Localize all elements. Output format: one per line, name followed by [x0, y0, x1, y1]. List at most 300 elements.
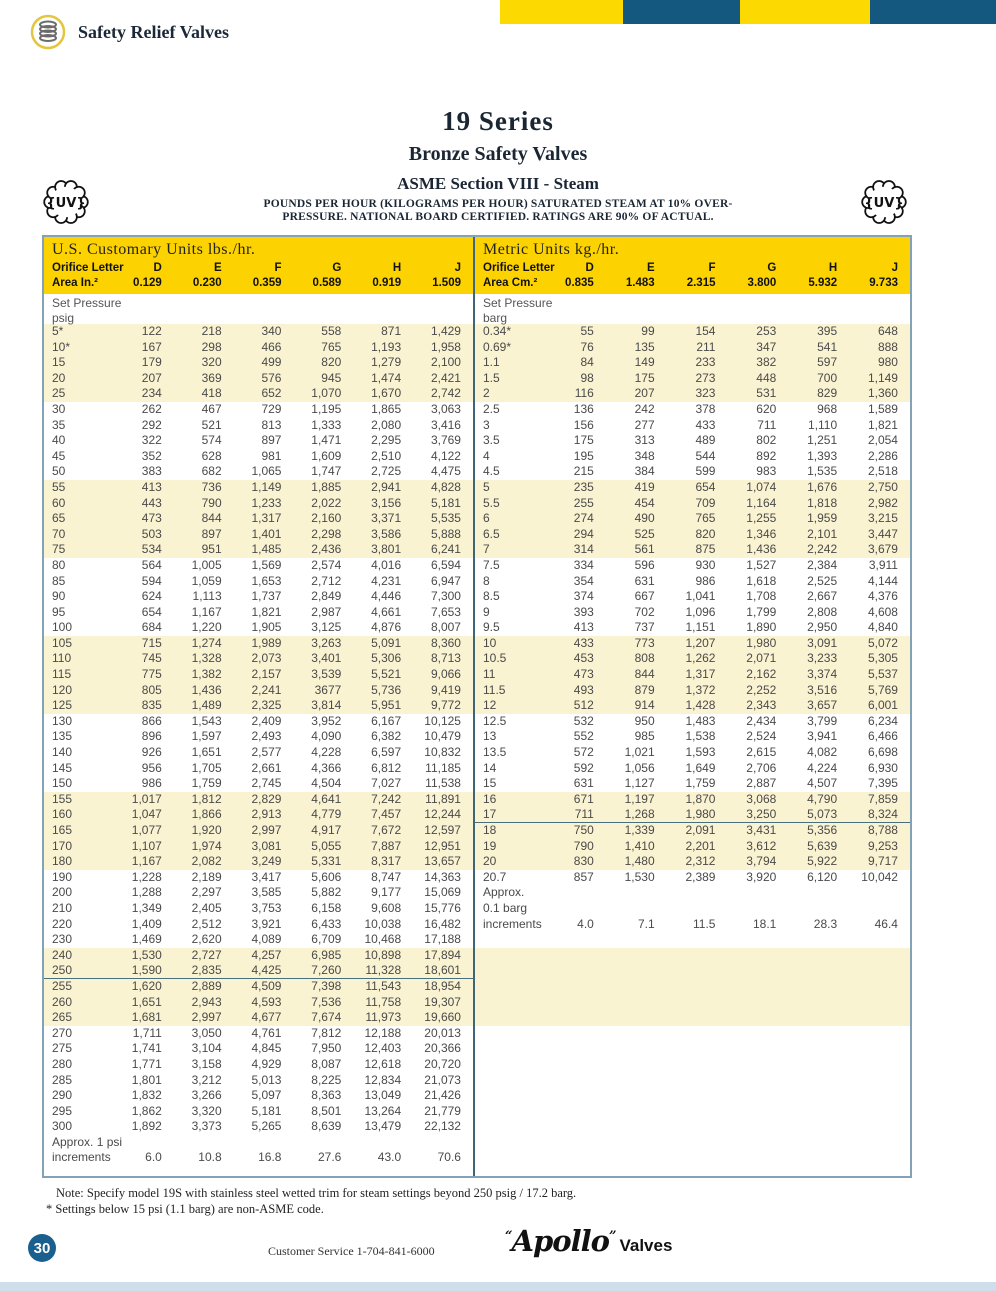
capacity-value: 3,799: [807, 713, 838, 728]
capacity-value: 892: [756, 448, 777, 463]
uv-stamp-icon: [42, 178, 90, 226]
capacity-value: 3,158: [191, 1056, 222, 1071]
capacity-value: 3,320: [191, 1103, 222, 1118]
pressure-label: 190: [52, 869, 73, 884]
capacity-value: 1,569: [251, 557, 282, 572]
orifice-letter-label: Orifice Letter: [483, 262, 555, 274]
pressure-label: 3.5: [483, 433, 500, 448]
pressure-label: 145: [52, 760, 73, 775]
us-table-body: [44, 324, 473, 1166]
capacity-value: 2,325: [251, 698, 282, 713]
capacity-value: [545, 1057, 606, 1073]
pressure-label: 0.1 barg: [483, 900, 528, 915]
pressure-label: 95: [52, 604, 66, 619]
capacity-value: 11,185: [425, 760, 461, 775]
capacity-value: 3,585: [251, 885, 282, 900]
capacity-value: 11,538: [425, 776, 461, 791]
capacity-value: [545, 901, 606, 917]
pressure-label: 90: [52, 589, 66, 604]
capacity-value: 2,022: [311, 495, 342, 510]
capacity-value: 5,181: [251, 1103, 282, 1118]
table-row: [44, 745, 473, 761]
pressure-label: 125: [52, 698, 73, 713]
pressure-label: 25: [52, 386, 66, 401]
capacity-value: 211: [696, 339, 716, 354]
capacity-value: [667, 1088, 728, 1104]
table-row: [44, 371, 473, 387]
pressure-label: 8: [483, 573, 490, 588]
capacity-value: 294: [573, 526, 594, 541]
capacity-value: 1,127: [624, 776, 655, 791]
capacity-value: 1,905: [251, 620, 282, 635]
table-row: [44, 402, 473, 418]
capacity-value: 4,425: [251, 963, 282, 978]
capacity-value: 684: [141, 620, 162, 635]
pressure-label: 40: [52, 433, 66, 448]
capacity-value: 700: [817, 370, 838, 385]
capacity-value: [849, 1057, 910, 1073]
capacity-value: [667, 995, 728, 1011]
capacity-value: 564: [141, 557, 162, 572]
table-row: [475, 667, 910, 683]
table-row: [44, 667, 473, 683]
orifice-letter: E: [213, 262, 222, 274]
capacity-value: 11,758: [365, 994, 402, 1009]
capacity-value: 21,073: [424, 1072, 461, 1087]
capacity-value: 2,073: [251, 651, 282, 666]
capacity-value: 277: [634, 417, 655, 432]
capacity-value: 1,609: [311, 448, 342, 463]
capacity-value: [293, 1135, 353, 1151]
capacity-value: 2,941: [371, 479, 402, 494]
capacity-value: 4,779: [311, 807, 342, 822]
capacity-value: 1,821: [867, 417, 898, 432]
capacity-value: 1,527: [746, 557, 777, 572]
capacity-value: 2,384: [807, 557, 838, 572]
table-row: [475, 355, 910, 371]
capacity-value: [545, 885, 606, 901]
table-row: [44, 995, 473, 1011]
capacity-value: 844: [201, 511, 222, 526]
capacity-value: 4,661: [371, 604, 402, 619]
capacity-value: [667, 1150, 728, 1166]
pressure-label: 295: [52, 1103, 73, 1118]
capacity-value: 3,814: [311, 698, 342, 713]
table-row: [44, 1073, 473, 1089]
capacity-value: [849, 1088, 910, 1104]
capacity-value: 2,091: [685, 823, 716, 837]
capacity-value: 167: [141, 339, 162, 354]
capacity-value: 218: [201, 324, 222, 338]
capacity-value: 711: [757, 417, 777, 432]
capacity-value: 9,772: [430, 698, 461, 713]
capacity-value: 875: [695, 542, 716, 557]
capacity-value: 99: [641, 324, 655, 338]
table-row: [475, 1104, 910, 1120]
capacity-value: 1,759: [685, 776, 716, 791]
capacity-value: 466: [261, 339, 282, 354]
capacity-value: 10,898: [364, 947, 402, 962]
footnote-model-19s: Note: Specify model 19S with stainless steel wetted trim for steam settings beyond 250 psig / 17.2 barg.: [56, 1186, 577, 1200]
capacity-value: 2,512: [191, 916, 222, 931]
pressure-label: 150: [52, 776, 73, 791]
capacity-value: 1,017: [131, 791, 162, 806]
capacity-value: 813: [261, 417, 282, 432]
orifice-letter: G: [332, 262, 342, 274]
capacity-value: 6,234: [867, 713, 898, 728]
capacity-value: 6,698: [867, 745, 898, 760]
capacity-value: 6,812: [371, 760, 402, 775]
pressure-label: 105: [52, 635, 73, 650]
capacity-value: [788, 979, 849, 995]
capacity-value: 4,790: [807, 791, 838, 806]
capacity-value: 2,887: [746, 776, 777, 791]
capacity-value: 1,597: [191, 729, 222, 744]
capacity-value: 3,401: [311, 651, 342, 666]
capacity-value: [849, 1150, 910, 1166]
capacity-value: [849, 995, 910, 1011]
orifice-area: 0.919: [372, 277, 402, 289]
capacity-value: 2,312: [685, 854, 716, 869]
pressure-label: 10*: [52, 339, 71, 354]
capacity-value: 12,951: [424, 838, 461, 853]
pressure-label: 220: [52, 916, 73, 931]
table-row: [44, 620, 473, 636]
orifice-area-label: Area In.²: [52, 277, 99, 289]
capacity-value: 2,189: [191, 869, 222, 884]
pressure-label: Approx.: [483, 885, 525, 900]
capacity-value: 2,987: [311, 604, 342, 619]
svg-text:{UV}: {UV}: [864, 195, 904, 211]
pressure-label: 155: [52, 791, 73, 806]
capacity-value: 7,260: [311, 963, 342, 978]
pressure-label: Approx. 1 psi: [52, 1134, 123, 1149]
capacity-value: 2,849: [311, 589, 342, 604]
orifice-letter: H: [828, 262, 838, 274]
orifice-area: 0.835: [565, 277, 594, 289]
capacity-value: 8,639: [311, 1119, 342, 1134]
capacity-value: 8,225: [311, 1072, 342, 1087]
capacity-value: 3,263: [311, 635, 342, 650]
capacity-value: [667, 1073, 728, 1089]
capacity-value: 2,297: [191, 885, 222, 900]
capacity-value: 156: [573, 417, 594, 432]
capacity-value: 1,328: [191, 651, 222, 666]
pressure-label: 3: [483, 417, 490, 432]
capacity-value: 715: [141, 635, 162, 650]
capacity-value: 11,543: [365, 978, 402, 993]
capacity-value: 4,677: [251, 1010, 282, 1025]
capacity-value: 2,298: [311, 526, 342, 541]
capacity-value: 9,066: [430, 667, 461, 682]
capacity-value: 1,151: [685, 620, 716, 635]
capacity-value: 790: [201, 495, 222, 510]
pressure-label: [475, 1041, 545, 1057]
table-row: [44, 698, 473, 714]
capacity-value: 393: [573, 604, 594, 619]
capacity-value: 3,753: [251, 900, 282, 915]
capacity-value: 2,160: [311, 511, 342, 526]
capacity-value: 4,090: [311, 729, 342, 744]
set-pressure-label: Set Pressure: [52, 296, 122, 310]
table-row: [475, 324, 910, 340]
orifice-letter: G: [767, 262, 777, 274]
capacity-value: 6,158: [311, 900, 342, 915]
capacity-value: 652: [261, 386, 282, 401]
capacity-value: 2,745: [251, 776, 282, 791]
capacity-value: 10,038: [364, 916, 402, 931]
table-row: [44, 839, 473, 855]
capacity-value: 1,538: [685, 729, 716, 744]
pressure-label: 18: [483, 823, 497, 837]
metric-table-header: [475, 237, 910, 294]
capacity-value: 574: [201, 433, 222, 448]
capacity-value: 3,050: [191, 1025, 222, 1040]
pressure-label: [475, 1010, 545, 1026]
capacity-value: 5,736: [371, 682, 402, 697]
capacity-value: 5,306: [371, 651, 402, 666]
capacity-value: [545, 948, 606, 964]
pressure-label: 160: [52, 807, 73, 822]
capacity-value: 631: [573, 776, 594, 791]
capacity-value: 3,447: [867, 526, 898, 541]
capacity-value: 135: [634, 339, 655, 354]
capacity-value: 3,249: [251, 854, 282, 869]
capacity-value: 1,799: [746, 604, 777, 619]
capacity-value: 16,482: [424, 916, 461, 931]
pressure-label: 120: [52, 682, 73, 697]
capacity-value: 682: [201, 464, 222, 479]
capacity-value: 2,982: [867, 495, 898, 510]
capacity-value: 154: [695, 324, 716, 338]
capacity-value: [849, 979, 910, 995]
capacity-value: 5,072: [867, 635, 898, 650]
table-row: [475, 496, 910, 512]
capacity-value: 1,989: [251, 635, 282, 650]
capacity-value: 986: [695, 573, 716, 588]
orifice-area: 0.359: [252, 277, 282, 289]
pressure-label: [475, 1119, 545, 1135]
capacity-value: 13,264: [364, 1103, 402, 1118]
capacity-value: [606, 948, 667, 964]
capacity-value: 12,834: [364, 1072, 402, 1087]
capacity-value: 1,193: [371, 339, 402, 354]
table-row: [44, 854, 473, 870]
apollo-logo-suffix: Valves: [619, 1236, 673, 1255]
capacity-value: 830: [573, 854, 594, 869]
capacity-value: 4,475: [430, 464, 461, 479]
bottom-strip: [0, 1282, 996, 1291]
capacity-value: 2,661: [251, 760, 282, 775]
title-block: [0, 106, 996, 223]
table-row: [475, 714, 910, 730]
pressure-label: 11: [483, 667, 496, 682]
capacity-value: 13,657: [424, 854, 461, 869]
capacity-value: 1,483: [685, 713, 716, 728]
pressure-label: 230: [52, 932, 73, 947]
capacity-value: 378: [695, 401, 716, 416]
capacity-value: 4,929: [251, 1056, 282, 1071]
capacity-value: 765: [695, 511, 716, 526]
table-row: [44, 636, 473, 652]
capacity-value: 348: [634, 448, 655, 463]
pressure-label: 15: [483, 776, 497, 791]
capacity-value: 1,339: [624, 823, 655, 837]
capacity-value: [727, 1073, 788, 1089]
capacity-value: 7,674: [311, 1010, 342, 1025]
set-pressure-block: [475, 294, 910, 324]
capacity-value: 419: [634, 479, 655, 494]
capacity-value: 5,769: [867, 682, 898, 697]
pressure-label: 9: [483, 604, 490, 619]
capacity-value: 4,761: [251, 1025, 282, 1040]
capacity-value: 1,436: [746, 542, 777, 557]
capacity-value: 1,005: [191, 557, 222, 572]
pressure-label: 265: [52, 1010, 73, 1025]
capacity-value: [606, 995, 667, 1011]
capacity-value: 8,317: [371, 854, 402, 869]
capacity-value: 2,242: [807, 542, 838, 557]
orifice-area: 9.733: [869, 277, 898, 289]
capacity-value: 384: [634, 464, 655, 479]
capacity-value: 820: [321, 355, 342, 370]
capacity-table: [42, 235, 912, 1178]
capacity-value: [606, 1057, 667, 1073]
topbar-blue-block: [623, 0, 740, 24]
pressure-label: [475, 1135, 545, 1151]
capacity-value: [606, 1119, 667, 1135]
capacity-value: 12,188: [364, 1025, 402, 1040]
capacity-value: 18.1: [752, 916, 777, 931]
capacity-value: [545, 932, 606, 948]
table-row: [44, 1104, 473, 1120]
capacity-value: 2,577: [251, 745, 282, 760]
pressure-label: 100: [52, 620, 73, 635]
capacity-value: 7,672: [371, 823, 402, 837]
capacity-value: 5,888: [430, 526, 461, 541]
capacity-value: [413, 1135, 473, 1151]
table-row: [475, 620, 910, 636]
capacity-value: 4,376: [867, 589, 898, 604]
capacity-value: 8,007: [430, 620, 461, 635]
capacity-value: 3,125: [311, 620, 342, 635]
capacity-value: 1,113: [192, 589, 222, 604]
table-row: [475, 1026, 910, 1042]
capacity-value: 1,262: [685, 651, 716, 666]
pressure-label: 115: [52, 667, 72, 682]
capacity-value: 340: [261, 324, 282, 338]
capacity-value: 8,360: [430, 635, 461, 650]
pressure-label: 13: [483, 729, 497, 744]
capacity-value: 572: [573, 745, 594, 760]
capacity-value: 2,343: [746, 698, 777, 713]
series-title: 19 Series: [442, 106, 554, 136]
table-row: [475, 371, 910, 387]
capacity-value: 802: [756, 433, 777, 448]
capacity-value: 871: [381, 324, 402, 338]
capacity-value: 3,794: [746, 854, 777, 869]
pressure-label: 12: [483, 698, 497, 713]
uv-stamp-icon: [860, 178, 908, 226]
capacity-value: 3,657: [807, 698, 838, 713]
capacity-value: 829: [817, 386, 838, 401]
capacity-value: [788, 901, 849, 917]
pressure-label: 20: [483, 854, 497, 869]
capacity-value: 207: [141, 370, 162, 385]
capacity-value: 930: [695, 557, 716, 572]
pressure-label: 1.1: [483, 355, 500, 370]
capacity-value: 512: [573, 698, 594, 713]
capacity-value: 980: [877, 355, 898, 370]
table-row: [44, 464, 473, 480]
pressure-label: 19: [483, 838, 497, 853]
capacity-value: 896: [141, 729, 162, 744]
pressure-label: 45: [52, 448, 66, 463]
capacity-value: 10,125: [424, 713, 461, 728]
capacity-value: 1,268: [624, 807, 655, 822]
capacity-value: 4,840: [867, 620, 898, 635]
capacity-value: 4,366: [311, 760, 342, 775]
capacity-value: 5,013: [251, 1072, 282, 1087]
pressure-unit-label: barg: [483, 311, 508, 325]
capacity-value: 4,082: [807, 745, 838, 760]
capacity-value: 1,228: [131, 869, 162, 884]
capacity-value: 620: [756, 401, 777, 416]
capacity-value: [727, 963, 788, 979]
pressure-label: 1.5: [483, 370, 500, 385]
capacity-value: 1,958: [430, 339, 461, 354]
table-row: [475, 901, 910, 917]
capacity-value: 499: [261, 355, 282, 370]
pressure-label: [475, 963, 545, 979]
pressure-label: 0.34*: [483, 324, 512, 338]
capacity-value: 292: [141, 417, 162, 432]
capacity-value: 20,013: [424, 1025, 461, 1040]
orifice-letter: E: [646, 262, 655, 274]
capacity-value: 4,257: [251, 947, 282, 962]
capacity-value: 233: [695, 355, 716, 370]
capacity-value: 19,660: [424, 1010, 461, 1025]
capacity-value: 7,395: [867, 776, 898, 791]
capacity-value: 11.5: [693, 916, 716, 931]
capacity-value: 413: [573, 620, 594, 635]
capacity-value: 4,144: [867, 573, 898, 588]
capacity-value: 820: [695, 526, 716, 541]
capacity-value: 1,708: [746, 589, 777, 604]
capacity-value: 2,727: [191, 947, 222, 962]
pressure-label: 11.5: [483, 682, 506, 697]
capacity-value: 4,593: [251, 994, 282, 1009]
capacity-value: [849, 1026, 910, 1042]
capacity-value: 1,167: [131, 854, 162, 869]
capacity-value: [545, 1041, 606, 1057]
capacity-value: 1,759: [191, 776, 222, 791]
table-row: [44, 792, 473, 808]
capacity-value: 347: [756, 339, 777, 354]
capacity-value: 8,788: [867, 823, 898, 837]
topbar-yellow-block: [500, 0, 623, 24]
capacity-value: 11,328: [365, 963, 402, 978]
capacity-value: 1,279: [371, 355, 402, 370]
pressure-label: increments: [483, 916, 542, 931]
capacity-value: 195: [573, 448, 594, 463]
capacity-value: 1,382: [191, 667, 222, 682]
capacity-value: [606, 1104, 667, 1120]
capacity-value: 765: [321, 339, 342, 354]
capacity-value: 2,201: [685, 838, 716, 853]
capacity-value: 369: [201, 370, 222, 385]
table-row: [44, 574, 473, 590]
